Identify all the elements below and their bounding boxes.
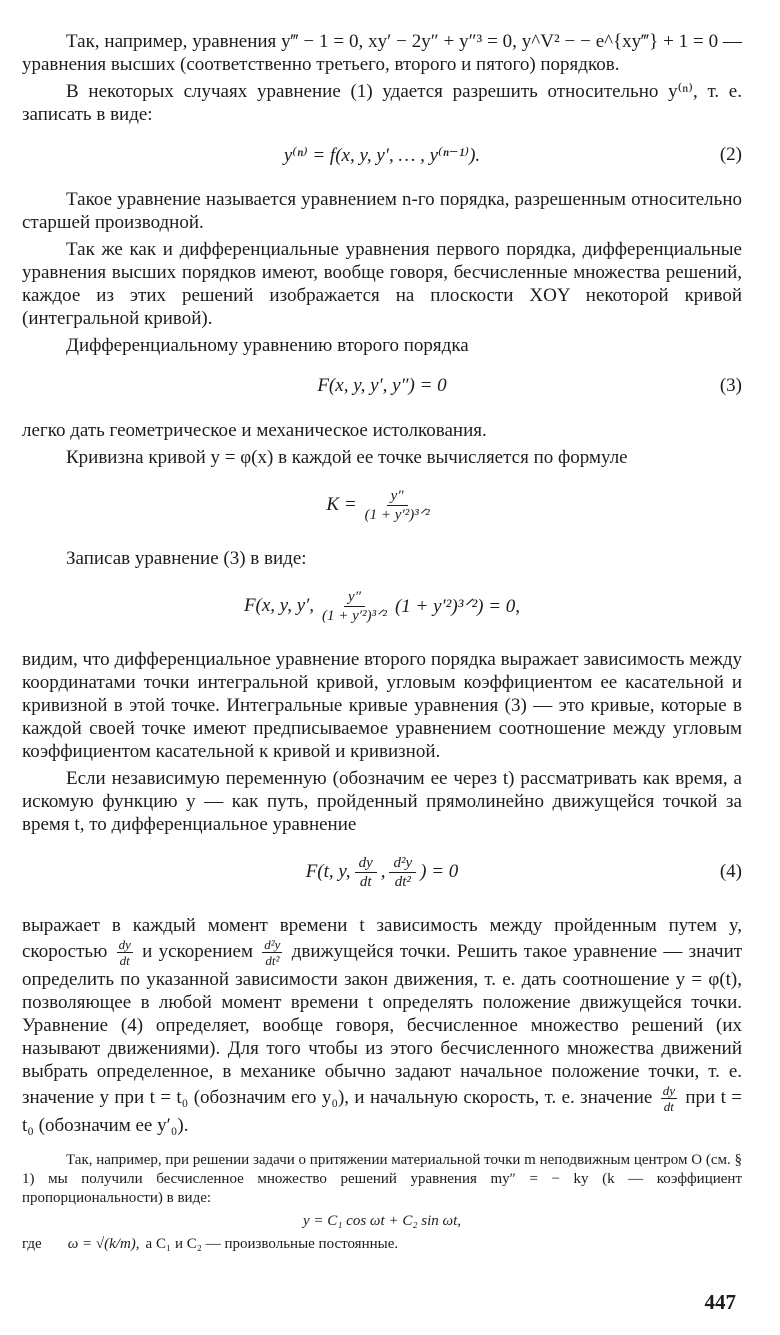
equation-4-number: (4) (719, 861, 742, 882)
equation-4-velocity (355, 854, 377, 891)
equation-rewritten (22, 580, 742, 632)
inline-acceleration-num: d²y (264, 937, 281, 952)
inline-velocity-num: dy (118, 937, 131, 952)
footnote-constants: а C₁ и C₂ — произвольные постоянные. (145, 1236, 399, 1252)
inline-acceleration (262, 937, 282, 968)
footnote-omega: ω = √(k/m), (67, 1236, 140, 1252)
footnote-equation-body: y = C₁ cos ωt + C₂ sin ωt, (302, 1212, 462, 1229)
equation-4-lhs: F(t, y, (305, 861, 351, 882)
footnote-text: Так, например, при решении задачи о притяжении материальной точки m неподвижным центром O (см. § 1) мы получили бесчисленное множество решений уравнения my″ = − ky (k — коэффициент пропорциональности) в виде: (22, 1152, 742, 1206)
paragraph-resolved-form: В некоторых случаях уравнение (1) удается разрешить относительно y⁽ⁿ⁾, т. е. записать в виде: (22, 81, 742, 125)
page-body (22, 30, 742, 1253)
paragraph-rewrite: Записав уравнение (3) в виде: (66, 548, 307, 569)
equation-4: F(t, y, $\frac{dy}{dt}$ , $\frac{\text{d²y}}{\text{dt²}}$ ) = 0 (4) (305, 854, 742, 890)
acceleration-denominator: dt² (394, 873, 411, 890)
footnote (22, 1151, 742, 1253)
equation-4-rhs: ) = 0 (420, 861, 459, 882)
equation-4-acceleration (389, 854, 416, 891)
rewritten-denominator: (1 + y′²)³ᐟ² (322, 607, 387, 624)
curvature-denominator: (1 + y′²)³ᐟ² (364, 506, 430, 523)
motion-text-c: движущейся точки. Решить такое уравнение — значит определить по указанной зависимости закон движения, т. е. дать соотношение y = φ(t), позволяющее в любой момент времени t определять положение движущейся точки. Уравнение (4) определяет, вообще говоря, бесчисленное множество решений (их называют движениями). Для того чтобы из этого бесчисленного множества движений выбрать определенное, в механике обычно задают начальное положение точки, т. е. значение y при t = t₀ (обозначим его y₀), и начальную скорость, т. е. значение (22, 940, 743, 1108)
equation-2-body: y⁽ⁿ⁾ = f(x, y, y′, … , y⁽ⁿ⁻¹⁾). (283, 144, 481, 166)
footnote-where (22, 1236, 742, 1253)
velocity-numerator: dy (355, 854, 377, 873)
motion-text-a: выражает в каждый момент времени t зависимость между пройденным путем y, скоростью (22, 915, 742, 962)
curvature-fraction (361, 487, 434, 524)
equation-2 (22, 140, 742, 170)
velocity-denominator: dt (359, 873, 372, 890)
rewritten-fraction (318, 588, 391, 625)
inline-initial-velocity-num: dy (662, 1083, 675, 1098)
equation-3-number: (3) (719, 375, 742, 396)
inline-initial-velocity-den: dt (663, 1099, 674, 1114)
rewritten-rhs: (1 + y′²)³ᐟ²) = 0, (394, 595, 521, 617)
paragraph-curvature: Кривизна кривой y = φ(x) в каждой ее точке вычисляется по формуле (66, 447, 628, 468)
curvature-lhs: K = (326, 494, 357, 515)
motion-text-d: при t = t₀ (обозначим ее y′₀). (22, 1086, 743, 1136)
paragraph-mechanical: Если независимую переменную (обозначим ее через t) рассматривать как время, а искомую функцию y — как путь, пройденный прямолинейно движущейся точкой за время t, то дифференциальное уравнение (22, 768, 742, 835)
equation-curvature (22, 479, 742, 531)
paragraph-integral-curves: Так же как и дифференциальные уравнения первого порядка, дифференциальные уравнения высших порядков имеют, вообще говоря, бесчисленные множества решений, каждое из этих решений изображается на плоскости XOY некоторой кривой (интегральной кривой). (22, 239, 742, 329)
curvature-numerator: y″ (387, 487, 408, 506)
paragraph-geometric: видим, что дифференциальное уравнение второго порядка выражает зависимость между координатами точки интегральной кривой, угловым коэффициентом ее касательной и кривизной в этой точке. Интегральные кривые уравнения (3) — это кривые, которые в каждой своей точке имеют предписываемое уравнением соотношение между угловым коэффициентом касательной к кривой и кривизной. (22, 649, 742, 762)
acceleration-numerator: d²y (389, 854, 416, 873)
paragraph-examples: Так, например, уравнения y‴ − 1 = 0, xy′ − 2y″ + y″³ = 0, y^V² − − e^{xy‴} + 1 = 0 — уравнения высших (соответственно третьего, второго и пятого) порядков. (22, 31, 742, 75)
footnote-equation (22, 1210, 742, 1232)
motion-text-b: и ускорением (142, 940, 253, 962)
footnote-where-label: где (22, 1236, 42, 1252)
paragraph-second-order: Дифференциальному уравнению второго порядка (66, 335, 469, 356)
paragraph-interpretation: легко дать геометрическое и механическое истолкования. (22, 420, 487, 441)
inline-initial-velocity (661, 1083, 677, 1114)
paragraph-definition: Такое уравнение называется уравнением n-го порядка, разрешенным относительно старшей производной. (22, 189, 742, 233)
inline-velocity-den: dt (119, 953, 130, 968)
rewritten-lhs: F(x, y, y′, (243, 595, 315, 616)
equation-3 (22, 371, 742, 401)
equation-2-number: (2) (719, 144, 742, 165)
paragraph-motion (22, 914, 742, 1137)
rewritten-numerator: y″ (344, 588, 365, 607)
equation-3-body: F(x, y, y′, y″) = 0 (317, 375, 447, 396)
inline-acceleration-den: dt² (265, 953, 280, 968)
page-number: 447 (704, 1290, 736, 1314)
inline-velocity (117, 937, 133, 968)
